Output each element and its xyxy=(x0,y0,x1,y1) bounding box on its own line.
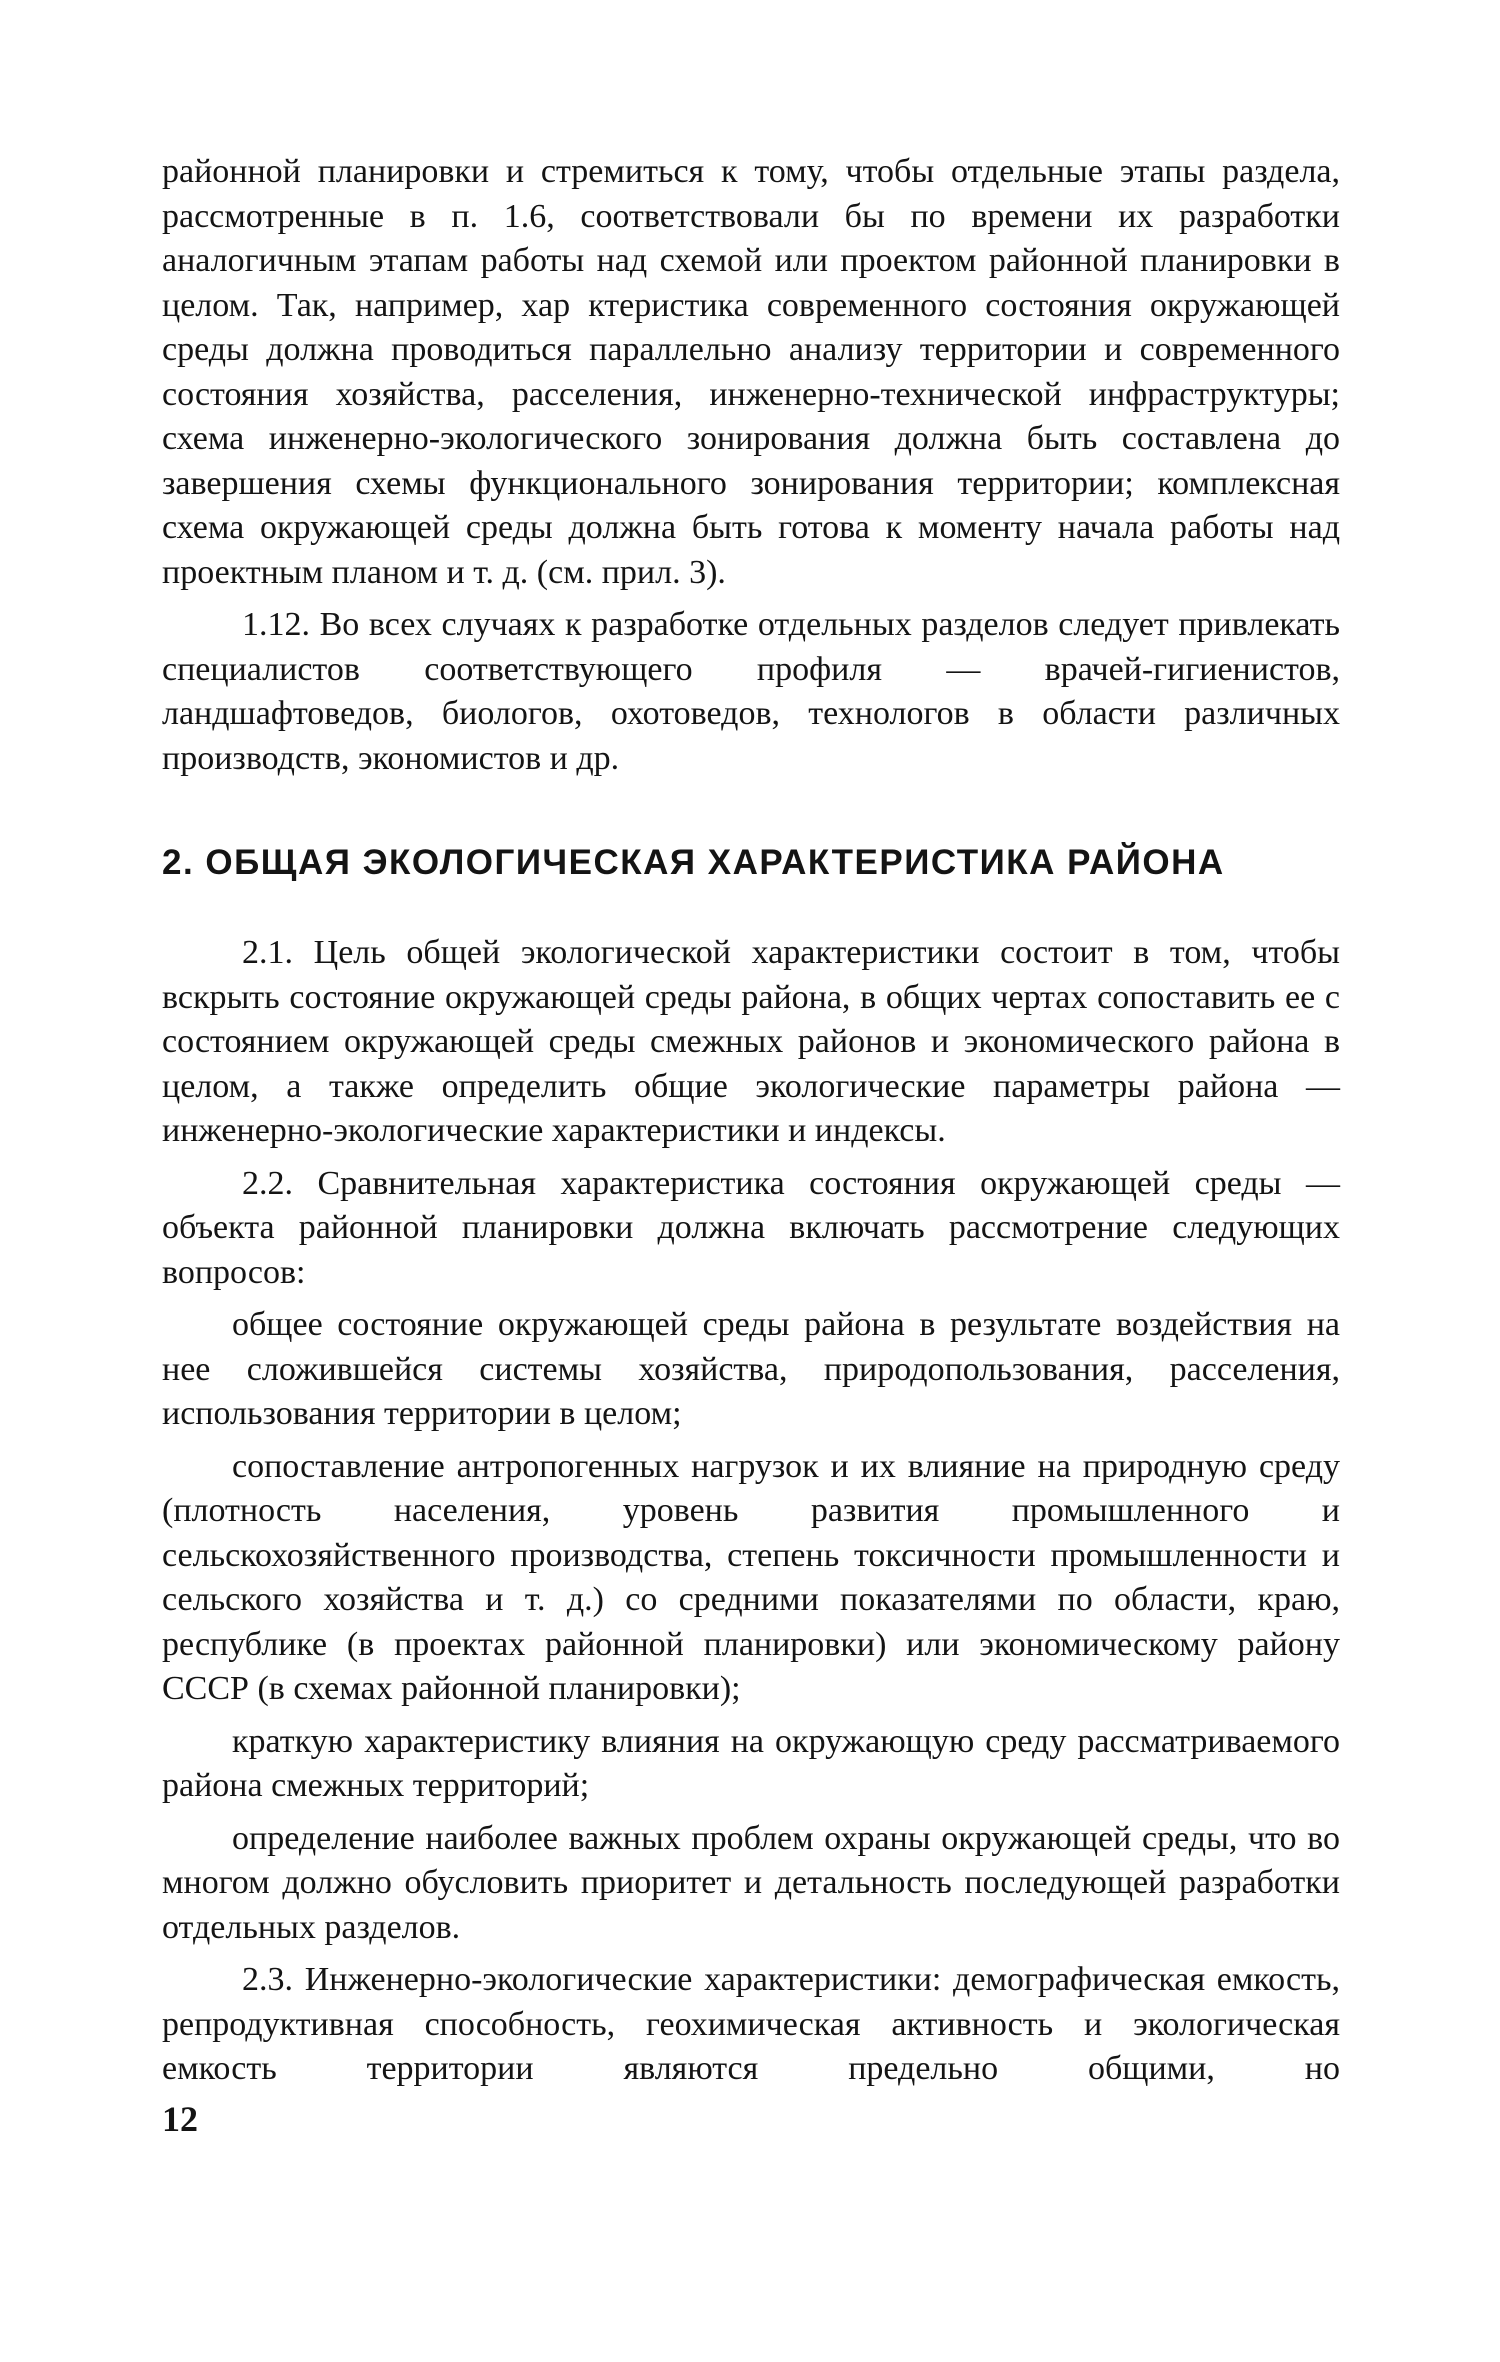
list-item: краткую характеристику влияния на окружающую среду рассматриваемого района смежных территорий; xyxy=(162,1722,1340,1804)
paragraph-1-12: 1.12. Во всех случаях к разработке отдельных разделов следует привлекать специалистов соответствующего профиля — врачей-гигиенистов, ландшафтоведов, биологов, охотоведов, технологов в области различных производств, экономистов и др. xyxy=(162,606,1340,777)
page-number: 12 xyxy=(162,2099,198,2139)
paragraph-continuation: районной планировки и стремиться к тому, чтобы отдельные этапы раздела, рассмотренные в п. 1.6, соответствовали бы по времени их разработки аналогичным этапам работы над схемой или проектом районной планировки в целом. Так, например, хар ктеристика современного состояния окружающей среды должна проводиться параллельно анализу территории и современного состояния хозяйства, расселения, инженерно-технической инфраструктуры; схема инженерно-экологического зонирования должна быть составлена до завершения схемы функционального зонирования территории; комплексная схема окружающей среды должна быть готова к моменту начала работы над проектным планом и т. д. (см. прил. 3). xyxy=(162,153,1340,591)
list-item: сопоставление антропогенных нагрузок и их влияние на природную среду (плотность населения, уровень развития промышленного и сельскохозяйственного производства, степень токсичности промышленности и сельского хозяйства и т. д.) со средними показателями по области, краю, республике (в проектах районной планировки) или экономическому району СССР (в схемах районной планировки); xyxy=(162,1447,1340,1707)
list-item: общее состояние окружающей среды района в результате воздействия на нее сложившейся системы хозяйства, природопользования, расселения, использования территории в целом; xyxy=(162,1306,1340,1432)
section-heading: 2. ОБЩАЯ ЭКОЛОГИЧЕСКАЯ ХАРАКТЕРИСТИКА РАЙОНА xyxy=(162,843,1225,882)
paragraph-2-1: 2.1. Цель общей экологической характеристики состоит в том, чтобы вскрыть состояние окружающей среды района, в общих чертах сопоставить ее с состоянием окружающей среды смежных районов и экономического района в целом, а также определить общие экологические параметры района — инженерно-экологические характеристики и индексы. xyxy=(162,934,1340,1149)
page-body xyxy=(162,150,1340,2092)
list-item: определение наиболее важных проблем охраны окружающей среды, что во многом должно обусловить приоритет и детальность последующей разработки отдельных разделов. xyxy=(162,1819,1340,1946)
paragraph-2-2: 2.2. Сравнительная характеристика состояния окружающей среды — объекта районной планировки должна включать рассмотрение следующих вопросов: xyxy=(162,1164,1340,1291)
paragraph-2-3: 2.3. Инженерно-экологические характеристики: демографическая емкость, репродуктивная способность, геохимическая активность и экологическая емкость территории являются предельно общими, но xyxy=(162,1961,1340,2087)
